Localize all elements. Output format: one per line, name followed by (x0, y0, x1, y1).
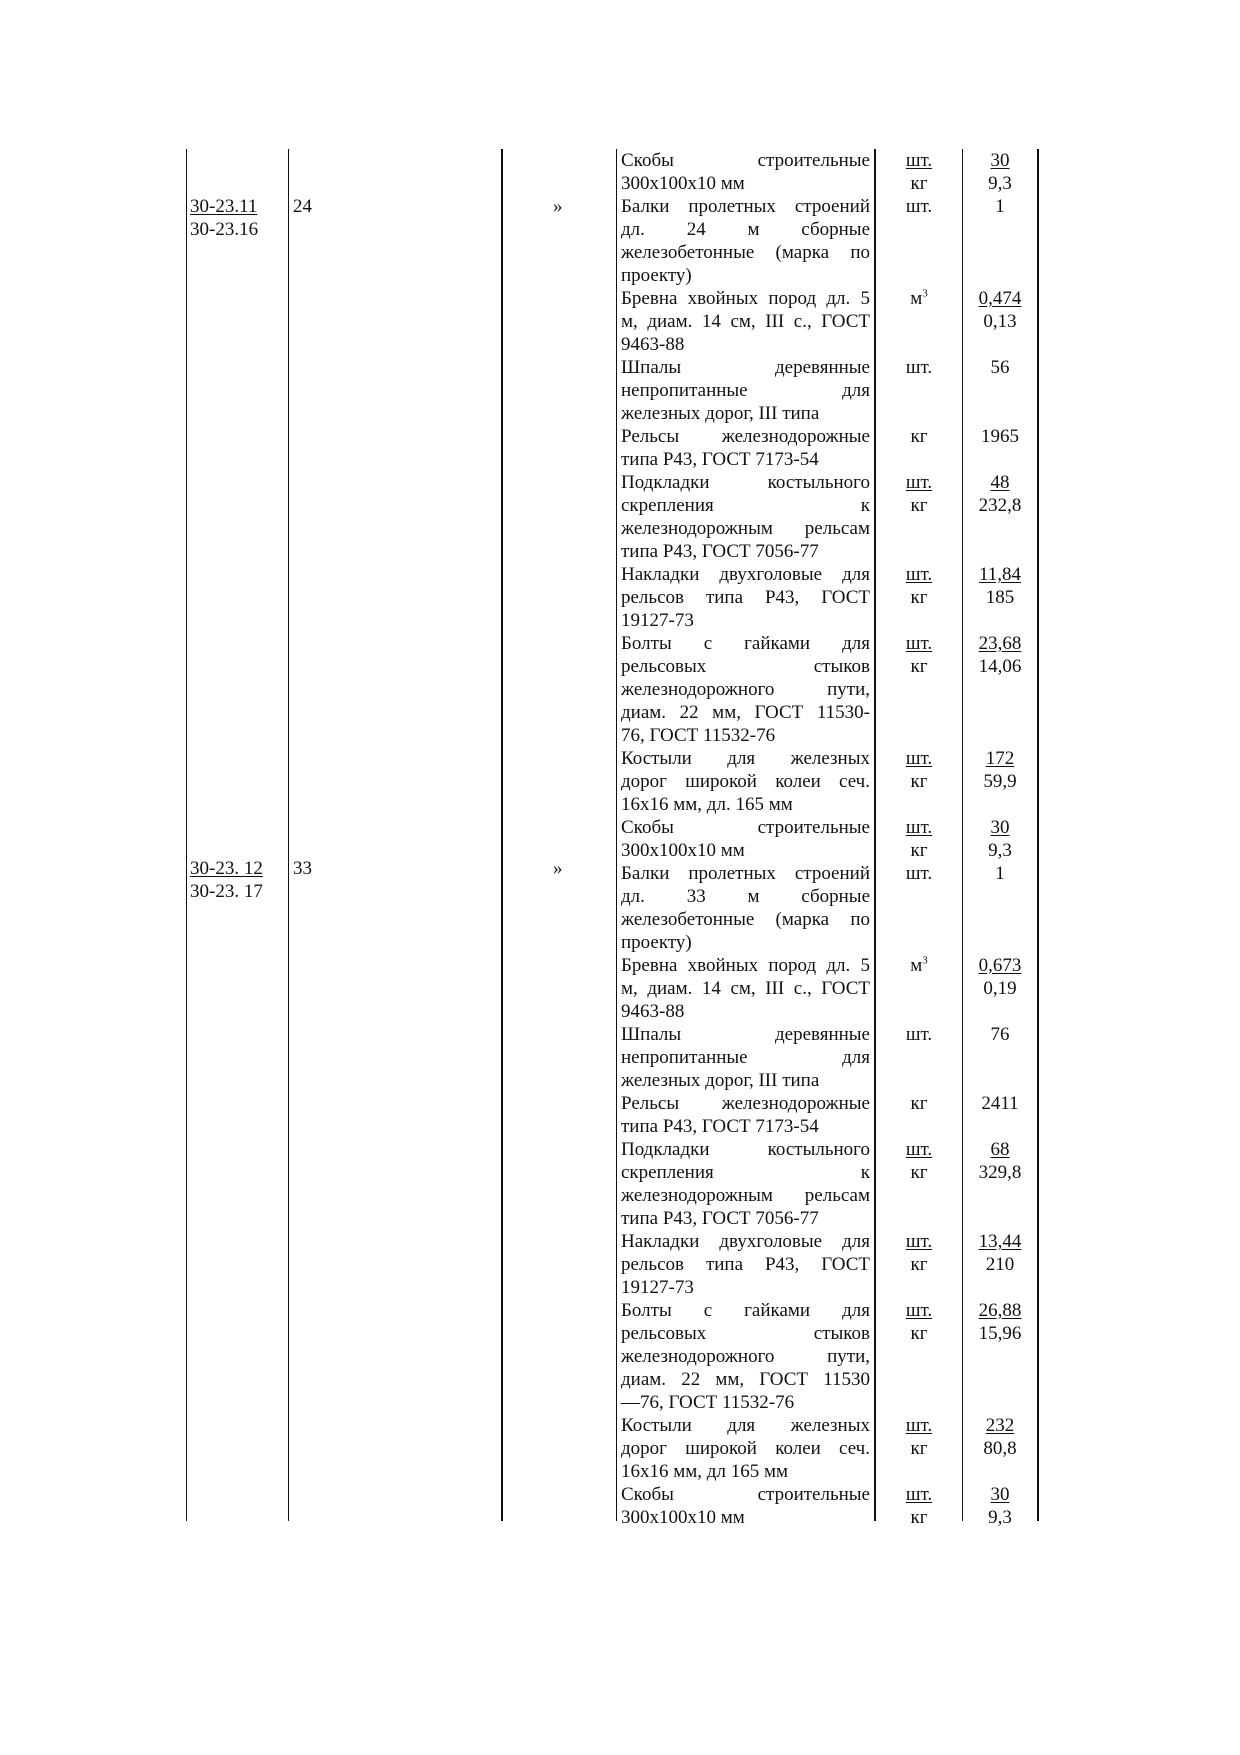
unit-value: шт. (905, 1024, 933, 1045)
column-rule (288, 149, 289, 1521)
quantity-value: 232 (985, 1415, 1015, 1436)
material-name (621, 563, 870, 632)
material-name-line: 9463-88 (621, 1001, 685, 1022)
unit-value: кг (910, 771, 928, 792)
material-name (621, 471, 870, 563)
unit-cell (880, 1092, 958, 1115)
material-name-line: проекту) (621, 932, 692, 953)
material-name-line: Шпалы деревянные (621, 357, 870, 378)
material-name-line: Скобы строительные (621, 1484, 870, 1505)
material-name-line: диам. 22 мм, ГОСТ 11530- (621, 702, 870, 723)
unit-cell (880, 195, 958, 218)
quantity-value: 30 (990, 1484, 1010, 1505)
unit-cell (880, 816, 958, 862)
material-name-line: дл. 33 м сборные (621, 886, 870, 907)
material-name-line: Болты с гайками для (621, 633, 870, 654)
code-bottom: 30-23.16 (190, 219, 259, 240)
material-name-line: скрепления к (621, 495, 870, 516)
quantity-cell (965, 1230, 1035, 1276)
unit-cell (880, 563, 958, 609)
unit-value (880, 954, 958, 977)
quantity-cell (965, 862, 1035, 885)
material-name-line: 300х100х10 мм (621, 840, 745, 861)
quantity-value: 9,3 (988, 173, 1012, 194)
unit-value: шт. (905, 633, 933, 654)
material-name-line: рельсов типа Р43, ГОСТ (621, 587, 870, 608)
quantity-value: 0,19 (983, 978, 1017, 999)
material-name (621, 1092, 870, 1138)
quantity-cell (965, 747, 1035, 793)
material-name (621, 632, 870, 747)
unit-value: шт. (905, 1484, 933, 1505)
material-name-line: дорог широкой колеи сеч. (621, 771, 870, 792)
quantity-value: 26,88 (978, 1300, 1022, 1321)
material-name-line: рельсовых стыков (621, 656, 870, 677)
material-name-line: Бревна хвойных пород дл. 5 (621, 288, 870, 309)
unit-cell (880, 356, 958, 379)
quantity-cell (965, 356, 1035, 379)
material-name-line: типа Р43, ГОСТ 7056-77 (621, 541, 819, 562)
material-name (621, 747, 870, 816)
material-name-line: 16х16 мм, дл 165 мм (621, 1461, 788, 1482)
quantity-cell (965, 471, 1035, 517)
unit-cell (880, 287, 958, 310)
unit-value: кг (910, 1323, 928, 1344)
quantity-cell (965, 287, 1035, 333)
quantity-value: 56 (990, 357, 1010, 378)
material-name-line: 16х16 мм, дл. 165 мм (621, 794, 793, 815)
material-name-line: 76, ГОСТ 11532-76 (621, 725, 776, 746)
quantity-cell (965, 1414, 1035, 1460)
unit-value (880, 287, 958, 310)
material-name-line: дл. 24 м сборные (621, 219, 870, 240)
span-length: 33 (293, 858, 312, 879)
unit-value: шт. (905, 817, 933, 838)
unit-value: шт. (905, 357, 933, 378)
unit-value: кг (910, 840, 928, 861)
material-name (621, 1023, 870, 1092)
unit-base: м (910, 955, 923, 976)
unit-value: кг (910, 1093, 928, 1114)
unit-cell (880, 1138, 958, 1184)
column-rule (962, 149, 963, 1521)
unit-base: м (910, 288, 923, 309)
quantity-value: 210 (985, 1254, 1015, 1275)
material-name-line: —76, ГОСТ 11532-76 (621, 1392, 795, 1413)
quantity-value: 80,8 (983, 1438, 1017, 1459)
column-rule (186, 149, 187, 1521)
material-name (621, 816, 870, 862)
group-code (190, 195, 258, 241)
unit-value: шт. (905, 564, 933, 585)
unit-value: кг (910, 656, 928, 677)
quantity-value: 23,68 (978, 633, 1022, 654)
material-name-line: типа Р43, ГОСТ 7173-54 (621, 449, 819, 470)
material-name-line: непропитанные для (621, 1047, 870, 1068)
unit-cell (880, 1023, 958, 1046)
material-name-line: скрепления к (621, 1162, 870, 1183)
quantity-value: 2411 (981, 1093, 1019, 1114)
quantity-cell (965, 1092, 1035, 1115)
material-name-line: 300х100х10 мм (621, 1507, 745, 1528)
material-name-line: Рельсы железнодорожные (621, 1093, 870, 1114)
ditto-mark: » (553, 196, 563, 217)
quantity-value: 9,3 (988, 840, 1012, 861)
quantity-cell (965, 425, 1035, 448)
material-name (621, 1230, 870, 1299)
material-name (621, 195, 870, 287)
quantity-value: 30 (990, 817, 1010, 838)
unit-cell (880, 471, 958, 517)
material-name (621, 149, 870, 195)
ditto-mark: » (553, 858, 563, 879)
quantity-value: 232,8 (978, 495, 1022, 516)
quantity-cell (965, 1138, 1035, 1184)
material-name-line: типа Р43, ГОСТ 7056-77 (621, 1208, 819, 1229)
unit-cell (880, 149, 958, 195)
quantity-value: 59,9 (983, 771, 1017, 792)
quantity-value: 14,06 (978, 656, 1022, 677)
unit-value: кг (910, 1162, 928, 1183)
quantity-cell (965, 563, 1035, 609)
material-name (621, 356, 870, 425)
quantity-cell (965, 954, 1035, 1000)
material-name-line: Балки пролетных строений (621, 863, 870, 884)
quantity-value: 0,474 (978, 288, 1022, 309)
unit-exponent: 3 (922, 954, 928, 967)
group-code (190, 857, 263, 903)
quantity-value: 1 (995, 863, 1005, 884)
quantity-value: 76 (990, 1024, 1010, 1045)
material-name-line: Костыли для железных (621, 1415, 870, 1436)
unit-value: кг (910, 495, 928, 516)
quantity-cell (965, 1483, 1035, 1529)
code-top: 30-23. 12 (190, 858, 263, 879)
material-name-line: железнодорожным рельсам (621, 1185, 870, 1206)
unit-value: шт. (905, 196, 933, 217)
unit-cell (880, 747, 958, 793)
column-rule (874, 149, 876, 1521)
material-name-line: 300х100х10 мм (621, 173, 745, 194)
material-name-line: типа Р43, ГОСТ 7173-54 (621, 1116, 819, 1137)
material-name-line: Подкладки костыльного (621, 1139, 870, 1160)
unit-cell (880, 1299, 958, 1345)
material-name-line: дорог широкой колеи сеч. (621, 1438, 870, 1459)
quantity-cell (965, 195, 1035, 218)
quantity-value: 172 (985, 748, 1015, 769)
quantity-cell (965, 1023, 1035, 1046)
code-bottom: 30-23. 17 (190, 881, 263, 902)
quantity-cell (965, 149, 1035, 195)
material-name-line: м, диам. 14 см, III с., ГОСТ (621, 311, 870, 332)
material-name-line: Накладки двухголовые для (621, 1231, 870, 1252)
material-name-line: диам. 22 мм, ГОСТ 11530 (621, 1369, 870, 1390)
quantity-value: 68 (990, 1139, 1010, 1160)
material-name-line: Бревна хвойных пород дл. 5 (621, 955, 870, 976)
material-name-line: железных дорог, III типа (621, 403, 820, 424)
material-name (621, 862, 870, 954)
quantity-value: 1965 (981, 426, 1019, 447)
unit-value: шт. (905, 748, 933, 769)
unit-value: кг (910, 426, 928, 447)
material-name (621, 1414, 870, 1483)
material-name-line: рельсовых стыков (621, 1323, 870, 1344)
quantity-value: 185 (985, 587, 1015, 608)
code-top: 30-23.11 (190, 196, 258, 217)
unit-cell (880, 1230, 958, 1276)
material-name-line: Болты с гайками для (621, 1300, 870, 1321)
unit-value: шт. (905, 150, 933, 171)
material-name (621, 1138, 870, 1230)
quantity-value: 9,3 (988, 1507, 1012, 1528)
material-name-line: Скобы строительные (621, 150, 870, 171)
quantity-value: 13,44 (978, 1231, 1022, 1252)
material-name (621, 1299, 870, 1414)
material-name (621, 954, 870, 1023)
quantity-value: 48 (990, 472, 1010, 493)
unit-value: кг (910, 1507, 928, 1528)
quantity-value: 0,13 (983, 311, 1017, 332)
material-name-line: Скобы строительные (621, 817, 870, 838)
quantity-cell (965, 632, 1035, 678)
column-rule (501, 149, 503, 1521)
material-name-line: рельсов типа Р43, ГОСТ (621, 1254, 870, 1275)
material-name-line: 9463-88 (621, 334, 685, 355)
unit-value: шт. (905, 1139, 933, 1160)
unit-value: кг (910, 1254, 928, 1275)
unit-value: шт. (905, 472, 933, 493)
unit-cell (880, 425, 958, 448)
material-name-line: непропитанные для (621, 380, 870, 401)
unit-value: кг (910, 587, 928, 608)
material-name-line: железных дорог, III типа (621, 1070, 820, 1091)
unit-value: шт. (905, 1231, 933, 1252)
unit-exponent: 3 (922, 287, 928, 300)
material-name-line: м, диам. 14 см, III с., ГОСТ (621, 978, 870, 999)
unit-cell (880, 632, 958, 678)
quantity-value: 15,96 (978, 1323, 1022, 1344)
unit-cell (880, 862, 958, 885)
unit-value: шт. (905, 1415, 933, 1436)
material-name (621, 1483, 870, 1529)
material-name-line: Подкладки костыльного (621, 472, 870, 493)
material-name-line: проекту) (621, 265, 692, 286)
material-name-line: 19127-73 (621, 1277, 694, 1298)
material-name-line: Балки пролетных строений (621, 196, 870, 217)
unit-value: кг (910, 1438, 928, 1459)
quantity-cell (965, 816, 1035, 862)
material-name-line: Костыли для железных (621, 748, 870, 769)
unit-cell (880, 1483, 958, 1529)
material-name-line: Рельсы железнодорожные (621, 426, 870, 447)
quantity-value: 30 (990, 150, 1010, 171)
unit-value: шт. (905, 863, 933, 884)
unit-cell (880, 954, 958, 977)
quantity-value: 329,8 (978, 1162, 1022, 1183)
material-name (621, 425, 870, 471)
material-name-line: железобетонные (марка по (621, 909, 870, 930)
material-name-line: железнодорожным рельсам (621, 518, 870, 539)
unit-value: кг (910, 173, 928, 194)
material-name (621, 287, 870, 356)
unit-value: шт. (905, 1300, 933, 1321)
material-name-line: железнодорожного пути, (621, 679, 870, 700)
column-rule (1037, 149, 1039, 1521)
material-name-line: 19127-73 (621, 610, 694, 631)
column-rule (616, 149, 617, 1521)
quantity-value: 1 (995, 196, 1005, 217)
span-length: 24 (293, 196, 312, 217)
quantity-value: 11,84 (978, 564, 1022, 585)
material-name-line: железнодорожного пути, (621, 1346, 870, 1367)
quantity-cell (965, 1299, 1035, 1345)
material-name-line: Шпалы деревянные (621, 1024, 870, 1045)
material-name-line: железобетонные (марка по (621, 242, 870, 263)
material-name-line: Накладки двухголовые для (621, 564, 870, 585)
quantity-value: 0,673 (978, 955, 1022, 976)
unit-cell (880, 1414, 958, 1460)
